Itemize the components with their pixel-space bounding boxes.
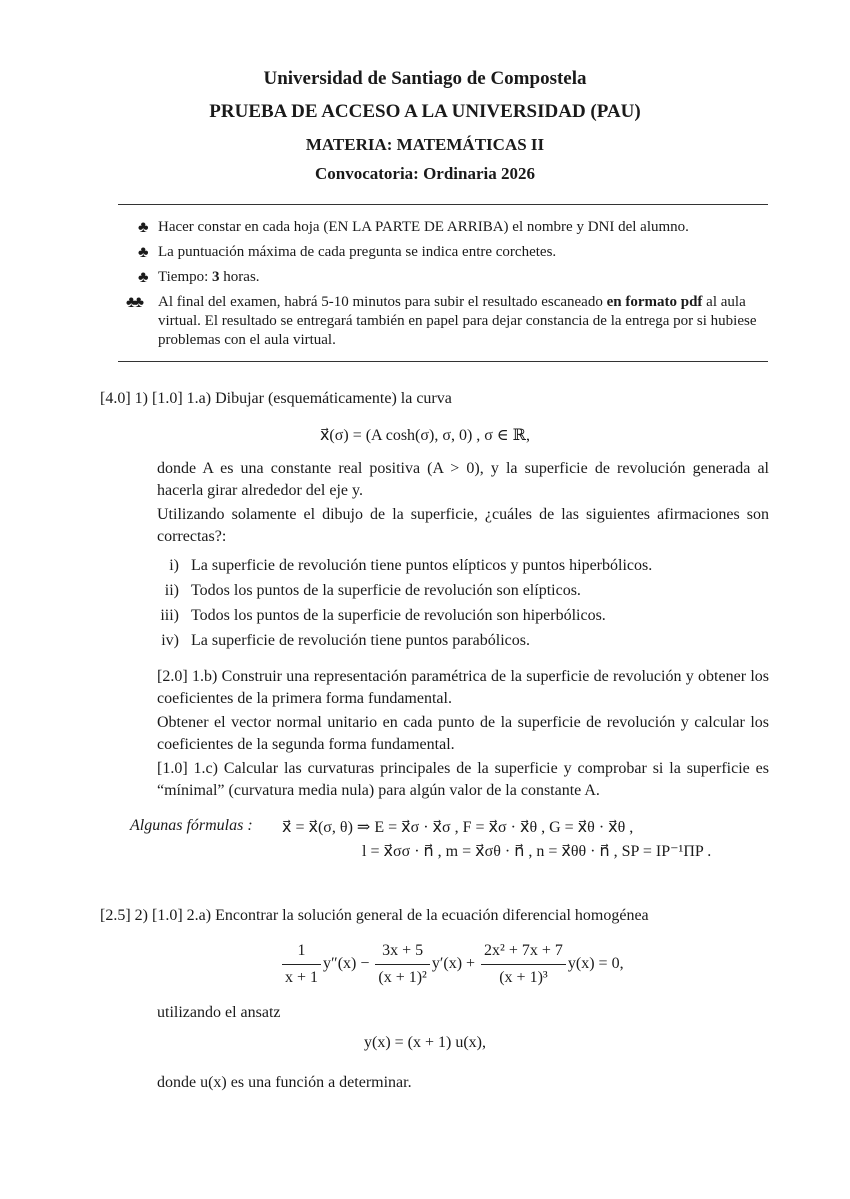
instruction-item <box>118 243 768 262</box>
formulas-line-1: x⃗ = x⃗(σ, θ) ⇒ E = x⃗σ · x⃗σ , F = x⃗σ · x⃗θ , G = x⃗θ · x⃗θ , <box>282 819 634 836</box>
instruction-bold: en formato pdf <box>606 294 703 310</box>
option-text: La superficie de revolución tiene puntos elípticos y puntos hiperbólicos. <box>191 557 653 574</box>
option-text: Todos los puntos de la superficie de revolución son elípticos. <box>191 582 581 599</box>
question-2-paragraph: utilizando el ansatz <box>157 1004 281 1021</box>
fraction: $\frac{\text{2x² + 7x + 7}}{\text{(x + 1)³}}$ <box>481 940 566 989</box>
instruction-text: Al final del examen, habrá 5-10 minutos para subir el resultado escaneado <box>158 294 607 310</box>
question-1-paragraph: Utilizando solamente el dibujo de la superficie, ¿cuáles de las siguientes afirmaciones son correctas?: <box>157 506 769 545</box>
differential-equation <box>280 940 700 989</box>
option-item <box>157 557 769 582</box>
instructions <box>118 218 768 356</box>
option-number: iv) <box>161 632 179 649</box>
question-1c-paragraph: [1.0] 1.c) Calcular las curvaturas principales de la superficie y comprobar si la superficie es “mínimal” (curvatura media nula) para algún valor de la constante A. <box>157 760 769 799</box>
option-text: Todos los puntos de la superficie de revolución son hiperbólicos. <box>191 607 606 624</box>
instruction-item <box>118 268 768 287</box>
ansatz-equation: y(x) = (x + 1) u(x), <box>363 1034 486 1051</box>
question-1b-paragraph: Obtener el vector normal unitario en cada punto de la superficie de revolución y calcular los coeficientes de la segunda forma fundamental. <box>157 714 769 753</box>
question-1-paragraph: donde A es una constante real positiva (A > 0), y la superficie de revolución generada al hacerla girar alrededor del eje y. <box>157 460 769 499</box>
option-item <box>157 582 769 607</box>
fraction: $\frac{1}{x + 1}$ <box>282 940 321 989</box>
formulas-line-2: l = x⃗σσ · n⃗ , m = x⃗σθ · n⃗ , n = x⃗θθ · n⃗ , SP = IP⁻¹ΠP . <box>362 843 712 860</box>
instruction-item <box>118 293 768 350</box>
fraction: $\frac{3x + 5}{\text{(x + 1)²}}$ <box>375 940 429 989</box>
club-icon: ♣ <box>138 244 149 261</box>
option-item <box>157 632 769 657</box>
instruction-text: Tiempo: <box>158 269 213 285</box>
instruction-bold: 3 <box>212 269 220 285</box>
university-title: Universidad de Santiago de Compostela <box>263 68 587 89</box>
instruction-text: al aula virtual. El resultado se entregará también en papel para dejar constancia de la entrega por si hubiese problemas con el aula virtual. <box>158 294 757 348</box>
equation-term: y(x) = 0, <box>567 955 624 973</box>
question-1-header: [4.0] 1) [1.0] 1.a) Dibujar (esquemáticamente) la curva <box>100 390 452 407</box>
option-item <box>157 607 769 632</box>
top-rule <box>118 204 768 205</box>
question-1b-paragraph: [2.0] 1.b) Construir una representación paramétrica de la superficie de revolución y obtener los coeficientes de la primera forma fundamental. <box>157 668 769 707</box>
exam-title: PRUEBA DE ACCESO A LA UNIVERSIDAD (PAU) <box>209 101 641 122</box>
subject-title: MATERIA: MATEMÁTICAS II <box>305 135 545 154</box>
option-number: i) <box>169 557 179 574</box>
option-text: La superficie de revolución tiene puntos parabólicos. <box>191 632 530 649</box>
options-list <box>157 557 769 657</box>
instruction-text: Hacer constar en cada hoja (EN LA PARTE DE ARRIBA) el nombre y DNI del alumno. <box>158 219 689 235</box>
bottom-rule <box>118 361 768 362</box>
double-club-icon: ♣♣ <box>126 294 141 311</box>
club-icon: ♣ <box>138 269 149 286</box>
option-number: ii) <box>164 582 179 599</box>
curve-equation: x⃗(σ) = (A cosh(σ), σ, 0) , σ ∈ ℝ, <box>319 427 531 444</box>
call-title: Convocatoria: Ordinaria 2026 <box>314 164 536 183</box>
formulas-label: Algunas fórmulas : <box>130 817 253 834</box>
equation-term: y″(x) − <box>323 955 370 973</box>
question-2-paragraph: donde u(x) es una función a determinar. <box>157 1074 412 1091</box>
instruction-text: horas. <box>219 269 260 285</box>
option-number: iii) <box>160 607 179 624</box>
instruction-item <box>118 218 768 237</box>
instruction-text: La puntuación máxima de cada pregunta se indica entre corchetes. <box>158 244 557 260</box>
question-2-header: [2.5] 2) [1.0] 2.a) Encontrar la solución general de la ecuación diferencial homogénea <box>100 907 649 924</box>
equation-term: y′(x) + <box>431 955 476 973</box>
club-icon: ♣ <box>138 219 149 236</box>
